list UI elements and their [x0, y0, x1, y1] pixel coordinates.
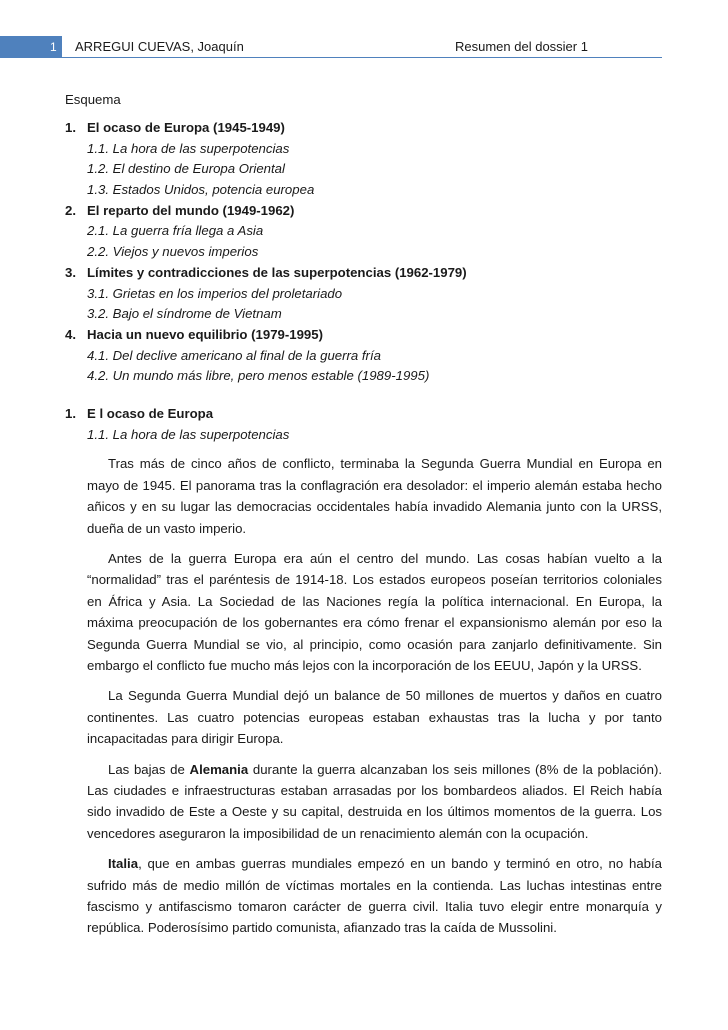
paragraph-bold: Alemania — [189, 761, 249, 777]
outline-subitem: 4.1. Del declive americano al final de la guerra fría — [87, 347, 381, 363]
section-number: 1. — [65, 405, 76, 421]
outline-number: 3. — [65, 264, 76, 280]
outline-subitem: 1.1. La hora de las superpotencias — [87, 140, 290, 156]
outline-subitem: 1.3. Estados Unidos, potencia europea — [87, 182, 315, 198]
body-paragraph — [65, 453, 662, 539]
body-paragraph — [65, 853, 662, 939]
header-rule — [62, 57, 662, 58]
paragraph-text: durante la guerra alcanzaban los seis millones (8% de la población). Las ciudades e infraestructuras estaban arrasadas por los bombardeos aliados. El Reich había sido invadido de Este a Oeste y su capital, destruida en los últimos momentos de la guerra. Los vencedores aseguraron la imposibilidad de un renacimiento alemán con la ocupación. — [87, 761, 662, 841]
page-header — [0, 36, 728, 58]
header-author: ARREGUI CUEVAS, Joaquín — [75, 39, 244, 54]
body-paragraph — [65, 685, 662, 749]
outline-subitem: 3.2. Bajo el síndrome de Vietnam — [87, 306, 282, 322]
outline-label: El ocaso de Europa (1945-1949) — [87, 120, 285, 135]
paragraph-text: Tras más de cinco años de conflicto, terminaba la Segunda Guerra Mundial en Europa en mayo de 1945. El panorama tras la conflagración era desolador: el imperio alemán estaba hecho añicos y en su lugar las democracias occidentales había invadido Alemania junto con la URSS, dueña de un vasto imperio. — [87, 456, 662, 536]
outline-number: 2. — [65, 202, 76, 218]
paragraph-prefix: Las bajas de — [108, 761, 190, 777]
outline-label: Límites y contradicciones de las superpotencias (1962-1979) — [87, 264, 467, 280]
outline-subitem: 2.1. La guerra fría llega a Asia — [87, 223, 264, 239]
section-title: E l ocaso de Europa — [87, 405, 214, 421]
outline-subitem: 4.2. Un mundo más libre, pero menos estable (1989-1995) — [87, 368, 430, 384]
outline-subitem: 2.2. Viejos y nuevos imperios — [87, 244, 259, 260]
outline-label: El reparto del mundo (1949-1962) — [87, 202, 295, 218]
outline-subitem: 1.2. El destino de Europa Oriental — [87, 161, 285, 177]
paragraph-bold: Italia — [108, 856, 139, 872]
body-paragraph — [65, 548, 662, 676]
paragraph-text: , que en ambas guerras mundiales empezó en un bando y terminó en otro, no había sufrido más de medio millón de víctimas mortales en la contienda. Las luchas intestinas entre fascismo y antifascismo tomaron carácter de guerra civil. Italia tuvo elegir entre monarquía y república. Poderosísimo partido comunista, afianzado tras la caída de Mussolini. — [87, 856, 662, 936]
section-heading — [65, 404, 662, 425]
esquema-title: Esquema — [65, 92, 121, 107]
header-title: Resumen del dossier 1 — [455, 39, 588, 54]
outline-item — [65, 325, 662, 346]
outline-number: 4. — [65, 326, 76, 342]
outline-subitem: 3.1. Grietas en los imperios del proletariado — [87, 285, 343, 301]
outline-item — [65, 201, 662, 222]
paragraph-text: La Segunda Guerra Mundial dejó un balance de 50 millones de muertos y daños en cuatro continentes. Las cuatro potencias europeas estaban exhaustas tras la lucha y por tanto incapacitadas para dirigir Europa. — [87, 688, 662, 747]
outline-label: Hacia un nuevo equilibrio (1979-1995) — [87, 326, 323, 342]
body-paragraph — [65, 759, 662, 845]
page-number: 1 — [0, 36, 62, 58]
section-subtitle: 1.1. La hora de las superpotencias — [87, 426, 290, 442]
paragraph-text: Antes de la guerra Europa era aún el centro del mundo. Las cosas habían vuelto a la “normalidad” tras el paréntesis de 1914-18. Los estados europeos poseían territorios coloniales en África y Asia. La Sociedad de las Naciones regía la política internacional. En Europa, la máxima preocupación de los gobernantes era cómo frenar el expansionismo alemán por eso la Segunda Guerra Mundial se vio, al principio, como ocasión para zanjarlo definitivamente. Sin embargo el conflicto fue mucho más lejos con la incorporación de los EEUU, Japón y la URSS. — [87, 550, 662, 673]
outline-item — [65, 263, 662, 284]
document-body — [65, 90, 662, 948]
outline-number: 1. — [65, 120, 76, 135]
outline-item — [65, 118, 662, 139]
